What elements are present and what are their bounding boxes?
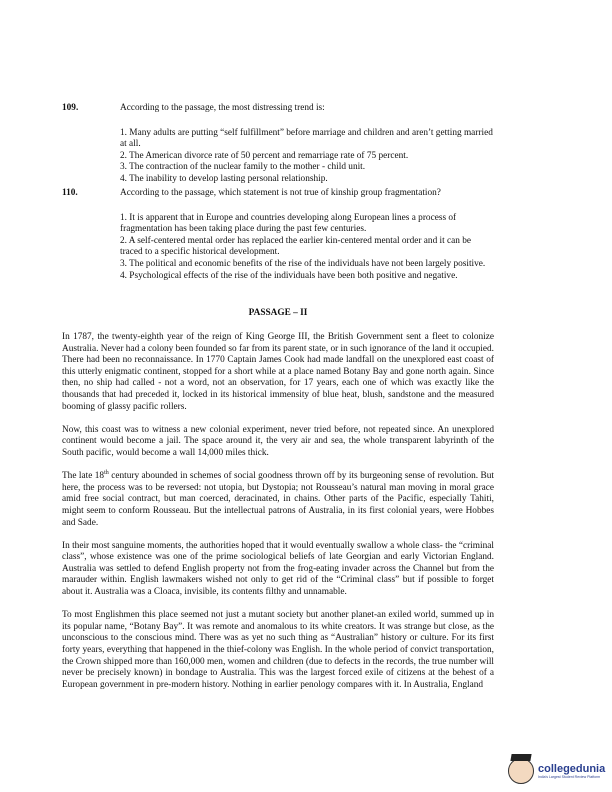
question-109 xyxy=(62,103,494,186)
options-list xyxy=(120,128,494,186)
passage-heading: PASSAGE – II xyxy=(248,308,308,318)
mascot-icon xyxy=(508,758,534,784)
option: 1. Many adults are putting “self fulfillment” before marriage and children and aren’t getting married at all. xyxy=(120,127,493,150)
paragraph-text: The late 18 xyxy=(62,471,105,482)
superscript: th xyxy=(104,470,109,477)
passage-body xyxy=(62,332,494,703)
question-110 xyxy=(62,188,494,282)
logo-brand: collegedunia xyxy=(538,762,606,775)
paragraph xyxy=(62,471,494,529)
paragraph: In 1787, the twenty-eighth year of the reign of King George III, the British Government sent a fleet to colonize Australia. Never had a colony been founded so far from its parent state, or in such ignorance of the land it occupied. There had been no reconnaissance. In 1770 Captain James Cook had made landfall on the unexplored east coast of this utterly enigmatic continent, stopped for a short while at a place named Botany Bay and gone north again. Since then, no ship had called - not a word, not an observation, for 17 years, each one of which was exactly like the thousands that had preceded it, locked in its historical immensity of blue heat, blush, sandstone and the measured booming of glassy pacific rollers. xyxy=(62,332,494,412)
paragraph: To most Englishmen this place seemed not just a mutant society but another planet-an exiled world, summed up in its popular name, “Botany Bay”. It was remote and anomalous to its white creators. It was strange but close, as the unconscious to the conscious mind. There was as yet no such thing as “Australian” history or culture. For its first forty years, everything that happened in the thief-colony was English. In the whole period of convict transportation, the Crown shipped more than 160,000 men, women and children (due to defects in the records, the true number will never be precisely known) in bondage to Australia. This was the largest forced exile of citizens at the behest of a European government in pre-modern history. Nothing in earlier penology compares with it. In Australia, England xyxy=(62,610,494,690)
option: 3. The contraction of the nuclear family to the mother - child unit. xyxy=(120,162,366,173)
paragraph-text: century abounded in schemes of social goodness thrown off by its burgeoning sense of revolution. But here, the process was to be reversed: not utopia, but Dystopia; not Rousseau’s natural man moving in moral grace amid free social contract, but man coerced, deracinated, in chains. Other parts of the Pacific, especially Tahiti, might seem to conform Rousseau. But the intellectual patrons of Australia, in its first colonial years, were Hobbes and Sade. xyxy=(62,471,494,528)
option: 3. The political and economic benefits of the rise of the individuals have not been largely positive. xyxy=(120,258,486,269)
option: 4. The inability to develop lasting personal relationship. xyxy=(120,173,328,184)
question-text: According to the passage, the most distressing trend is: xyxy=(120,103,325,113)
question-number: 110. xyxy=(62,188,78,198)
paragraph: Now, this coast was to witness a new colonial experiment, never tried before, not repeated since. An unexplored continent would become a jail. The space around it, the very air and sea, the whole transparent labyrinth of the South pacific, would become a wall 14,000 miles thick. xyxy=(62,424,494,458)
collegedunia-logo xyxy=(508,758,605,784)
logo-tagline: India's Largest Student Review Platform xyxy=(538,774,601,779)
option: 2. A self-centered mental order has replaced the earlier kin-centered mental order and it can be traced to a specific historical development. xyxy=(120,235,472,258)
question-text: According to the passage, which statement is not true of kinship group fragmentation? xyxy=(120,188,441,198)
paragraph: In their most sanguine moments, the authorities hoped that it would eventually swallow a whole class- the “criminal class”, whose existence was one of the prime sociological beliefs of late Georgian and early Victorian England. Australia was settled to defend English property not from the frog-eating invader across the Channel but from the marauder within. English lawmakers wished not only to get rid of the “Criminal class” but if possible to forget about it. Australia was a Cloaca, invisible, its contents filthy and unnamable. xyxy=(62,540,494,598)
option: 2. The American divorce rate of 50 percent and remarriage rate of 75 percent. xyxy=(120,150,409,161)
option: 1. It is apparent that in Europe and countries developing along European lines a process of fragmentation has been taking place during the past few centuries. xyxy=(120,212,457,235)
option: 4. Psychological effects of the rise of the individuals have been both positive and negative. xyxy=(120,270,458,281)
question-number: 109. xyxy=(62,103,79,113)
options-list xyxy=(120,213,494,283)
